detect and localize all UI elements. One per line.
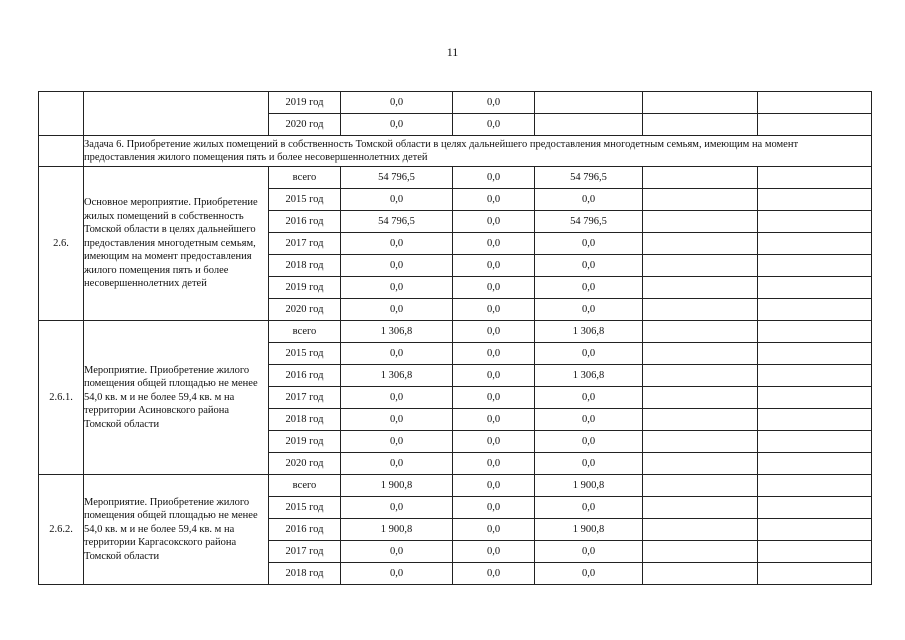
- value-cell: [535, 92, 643, 114]
- value-cell: 0,0: [341, 343, 453, 365]
- value-cell: 0,0: [453, 167, 535, 189]
- value-cell: 0,0: [453, 114, 535, 136]
- value-cell: [643, 114, 758, 136]
- table-row: [39, 167, 872, 189]
- value-cell: [758, 233, 872, 255]
- year-cell: 2020 год: [269, 114, 341, 136]
- value-cell: 0,0: [341, 453, 453, 475]
- value-cell: [643, 387, 758, 409]
- value-cell: 0,0: [535, 233, 643, 255]
- value-cell: [758, 277, 872, 299]
- value-cell: 1 306,8: [535, 321, 643, 343]
- year-cell: 2017 год: [269, 233, 341, 255]
- value-cell: 0,0: [341, 233, 453, 255]
- value-cell: 0,0: [535, 563, 643, 585]
- year-cell: 2018 год: [269, 409, 341, 431]
- value-cell: 0,0: [341, 409, 453, 431]
- value-cell: 0,0: [535, 299, 643, 321]
- value-cell: 1 900,8: [341, 519, 453, 541]
- year-cell: 2018 год: [269, 563, 341, 585]
- value-cell: 1 306,8: [341, 321, 453, 343]
- value-cell: 0,0: [453, 255, 535, 277]
- value-cell: 0,0: [341, 299, 453, 321]
- year-cell: всего: [269, 475, 341, 497]
- value-cell: 0,0: [535, 277, 643, 299]
- table-row: [39, 92, 872, 114]
- year-cell: 2017 год: [269, 387, 341, 409]
- value-cell: 54 796,5: [535, 211, 643, 233]
- value-cell: [535, 114, 643, 136]
- value-cell: 0,0: [453, 387, 535, 409]
- value-cell: [758, 211, 872, 233]
- value-cell: 54 796,5: [341, 167, 453, 189]
- year-cell: 2020 год: [269, 299, 341, 321]
- value-cell: 0,0: [453, 519, 535, 541]
- value-cell: 0,0: [453, 453, 535, 475]
- value-cell: [643, 365, 758, 387]
- value-cell: 0,0: [341, 277, 453, 299]
- value-cell: 0,0: [535, 497, 643, 519]
- value-cell: 0,0: [453, 189, 535, 211]
- value-cell: 54 796,5: [341, 211, 453, 233]
- value-cell: [758, 343, 872, 365]
- value-cell: 1 306,8: [341, 365, 453, 387]
- year-cell: всего: [269, 321, 341, 343]
- value-cell: [758, 167, 872, 189]
- value-cell: [758, 453, 872, 475]
- section-number: 2.6.2.: [39, 475, 84, 585]
- value-cell: 0,0: [453, 277, 535, 299]
- year-cell: 2016 год: [269, 519, 341, 541]
- task-heading: Задача 6. Приобретение жилых помещений в собственность Томской области в целях дальнейшего предоставления многодетным семьям, имеющим на момент предоставления жилого помещения пять и более несовершеннолетних детей: [84, 136, 872, 167]
- value-cell: [758, 409, 872, 431]
- year-cell: 2015 год: [269, 189, 341, 211]
- year-cell: 2016 год: [269, 211, 341, 233]
- value-cell: 0,0: [453, 365, 535, 387]
- value-cell: [758, 387, 872, 409]
- number-cell: [39, 92, 84, 136]
- value-cell: 1 900,8: [341, 475, 453, 497]
- year-cell: 2019 год: [269, 277, 341, 299]
- value-cell: [643, 497, 758, 519]
- value-cell: 0,0: [535, 453, 643, 475]
- number-cell: [39, 136, 84, 167]
- value-cell: [643, 189, 758, 211]
- value-cell: [758, 475, 872, 497]
- value-cell: 0,0: [341, 541, 453, 563]
- value-cell: [643, 255, 758, 277]
- value-cell: 1 306,8: [535, 365, 643, 387]
- value-cell: [643, 563, 758, 585]
- table-row: [39, 321, 872, 343]
- value-cell: [643, 233, 758, 255]
- value-cell: [758, 431, 872, 453]
- value-cell: 0,0: [535, 255, 643, 277]
- value-cell: 0,0: [453, 211, 535, 233]
- year-cell: всего: [269, 167, 341, 189]
- value-cell: [758, 497, 872, 519]
- value-cell: [643, 321, 758, 343]
- year-cell: 2015 год: [269, 497, 341, 519]
- value-cell: 0,0: [341, 431, 453, 453]
- value-cell: [643, 277, 758, 299]
- value-cell: 0,0: [453, 321, 535, 343]
- value-cell: 0,0: [535, 189, 643, 211]
- section-number: 2.6.: [39, 167, 84, 321]
- value-cell: 0,0: [535, 409, 643, 431]
- value-cell: [758, 541, 872, 563]
- value-cell: 0,0: [453, 541, 535, 563]
- value-cell: 0,0: [453, 92, 535, 114]
- value-cell: [643, 475, 758, 497]
- page-number: 11: [446, 45, 459, 59]
- value-cell: [643, 519, 758, 541]
- section-description: Мероприятие. Приобретение жилого помещения общей площадью не менее 54,0 кв. м и не более 59,4 кв. м на территории Асиновского района Томской области: [84, 321, 269, 475]
- value-cell: 0,0: [453, 563, 535, 585]
- value-cell: [758, 299, 872, 321]
- value-cell: [643, 167, 758, 189]
- value-cell: 0,0: [453, 409, 535, 431]
- value-cell: 0,0: [535, 431, 643, 453]
- description-cell: [84, 92, 269, 136]
- value-cell: 1 900,8: [535, 519, 643, 541]
- value-cell: 0,0: [453, 475, 535, 497]
- year-cell: 2019 год: [269, 431, 341, 453]
- value-cell: 0,0: [453, 431, 535, 453]
- value-cell: [643, 92, 758, 114]
- section-number: 2.6.1.: [39, 321, 84, 475]
- value-cell: [643, 541, 758, 563]
- year-cell: 2016 год: [269, 365, 341, 387]
- value-cell: [758, 189, 872, 211]
- value-cell: 0,0: [341, 189, 453, 211]
- value-cell: [758, 563, 872, 585]
- value-cell: [643, 299, 758, 321]
- value-cell: [758, 519, 872, 541]
- value-cell: [643, 409, 758, 431]
- value-cell: 0,0: [453, 233, 535, 255]
- value-cell: 0,0: [535, 343, 643, 365]
- value-cell: 0,0: [453, 497, 535, 519]
- value-cell: 0,0: [453, 299, 535, 321]
- value-cell: 0,0: [341, 563, 453, 585]
- value-cell: 0,0: [341, 497, 453, 519]
- value-cell: [643, 431, 758, 453]
- year-cell: 2018 год: [269, 255, 341, 277]
- value-cell: 1 900,8: [535, 475, 643, 497]
- value-cell: [643, 343, 758, 365]
- section-description: Основное мероприятие. Приобретение жилых помещений в собственность Томской области в целях дальнейшего предоставления многодетным семьям, имеющим на момент предоставления жилого помещения пять и более несовершеннолетних детей: [84, 167, 269, 321]
- value-cell: 0,0: [341, 387, 453, 409]
- table-row: [39, 475, 872, 497]
- value-cell: 0,0: [341, 92, 453, 114]
- value-cell: [758, 321, 872, 343]
- value-cell: 0,0: [453, 343, 535, 365]
- year-cell: 2020 год: [269, 453, 341, 475]
- value-cell: [758, 114, 872, 136]
- budget-table: [38, 91, 872, 585]
- value-cell: [643, 211, 758, 233]
- value-cell: 0,0: [535, 541, 643, 563]
- task-row: [39, 136, 872, 167]
- value-cell: 0,0: [535, 387, 643, 409]
- year-cell: 2017 год: [269, 541, 341, 563]
- value-cell: [758, 255, 872, 277]
- value-cell: 0,0: [341, 114, 453, 136]
- value-cell: [758, 365, 872, 387]
- value-cell: [758, 92, 872, 114]
- value-cell: 0,0: [341, 255, 453, 277]
- section-description: Мероприятие. Приобретение жилого помещения общей площадью не менее 54,0 кв. м и не более 59,4 кв. м на территории Каргасокского района Томской области: [84, 475, 269, 585]
- value-cell: [643, 453, 758, 475]
- value-cell: 54 796,5: [535, 167, 643, 189]
- year-cell: 2015 год: [269, 343, 341, 365]
- year-cell: 2019 год: [269, 92, 341, 114]
